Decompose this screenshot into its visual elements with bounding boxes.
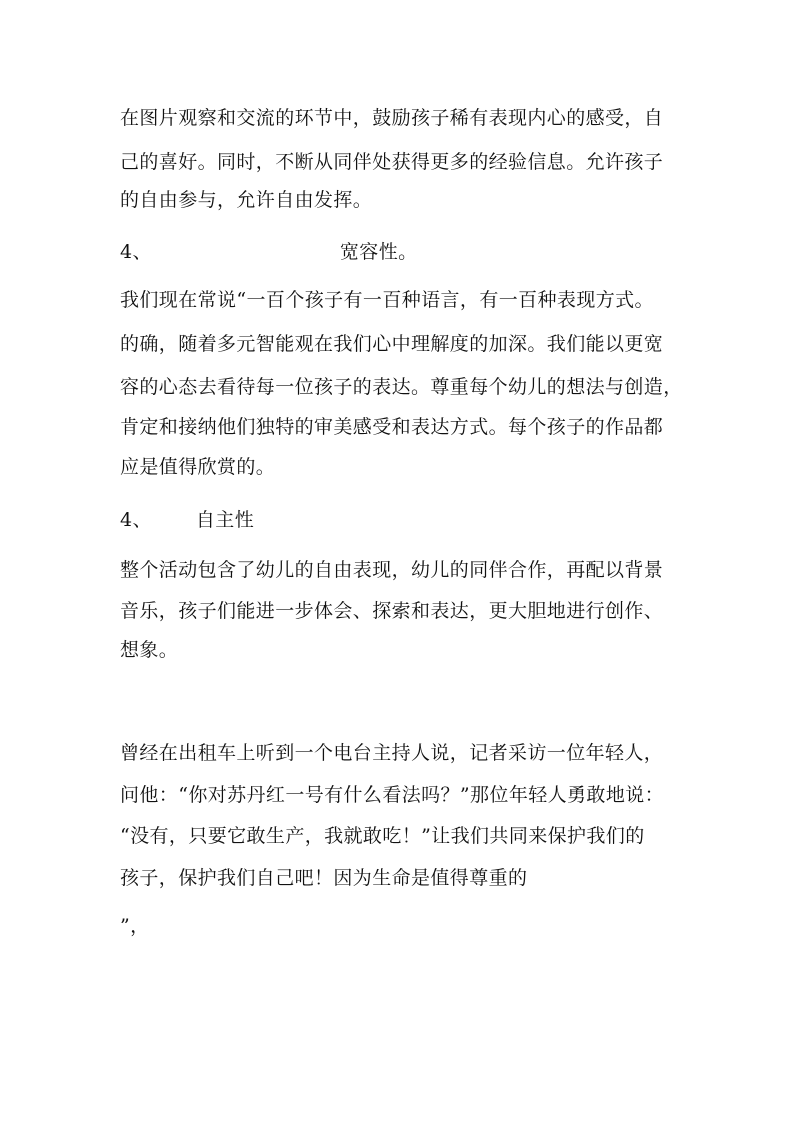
paragraph-line: 容的心态去看待每一位孩子的表达。尊重每个幼儿的想法与创造， [120, 376, 683, 398]
paragraph-line: 孩子，保护我们自己吧！因为生命是值得尊重的 [120, 867, 528, 889]
section-heading [120, 240, 418, 264]
paragraph-line: 我们现在常说“一百个孩子有一百种语言，有一百种表现方式。 [120, 289, 654, 311]
paragraph-line: 整个活动包含了幼儿的自由表现，幼儿的同伴合作，再配以背景 [120, 559, 664, 581]
paragraph-line: 问他：“你对苏丹红一号有什么看法吗？”那位年轻人勇敢地说： [120, 784, 665, 806]
paragraph-line: 应是值得欣赏的。 [120, 456, 276, 478]
paragraph-line: 想象。 [120, 639, 179, 661]
section-number: 4、 [120, 509, 152, 531]
paragraph-line: ”， [120, 915, 150, 937]
section-number: 4、 [120, 241, 152, 263]
section-title: 自主性 [195, 509, 255, 531]
paragraph-line: 的自由参与，允许自由发挥。 [120, 189, 373, 211]
section-title: 宽容性。 [339, 241, 418, 263]
paragraph-line: 肯定和接纳他们独特的审美感受和表达方式。每个孩子的作品都 [120, 416, 664, 438]
paragraph-line: 在图片观察和交流的环节中，鼓励孩子稀有表现内心的感受，自 [120, 107, 664, 129]
paragraph-line: 己的喜好。同时，不断从同伴处获得更多的经验信息。允许孩子 [120, 151, 664, 173]
paragraph-line: “没有，只要它敢生产，我就敢吃！”让我们共同来保护我们的 [120, 825, 645, 847]
paragraph-line: 的确，随着多元智能观在我们心中理解度的加深。我们能以更宽 [120, 333, 664, 355]
section-heading [120, 508, 254, 532]
paragraph-line: 曾经在出租车上听到一个电台主持人说，记者采访一位年轻人， [120, 742, 664, 764]
paragraph-line: 音乐，孩子们能进一步体会、探索和表达，更大胆地进行创作、 [120, 600, 664, 622]
